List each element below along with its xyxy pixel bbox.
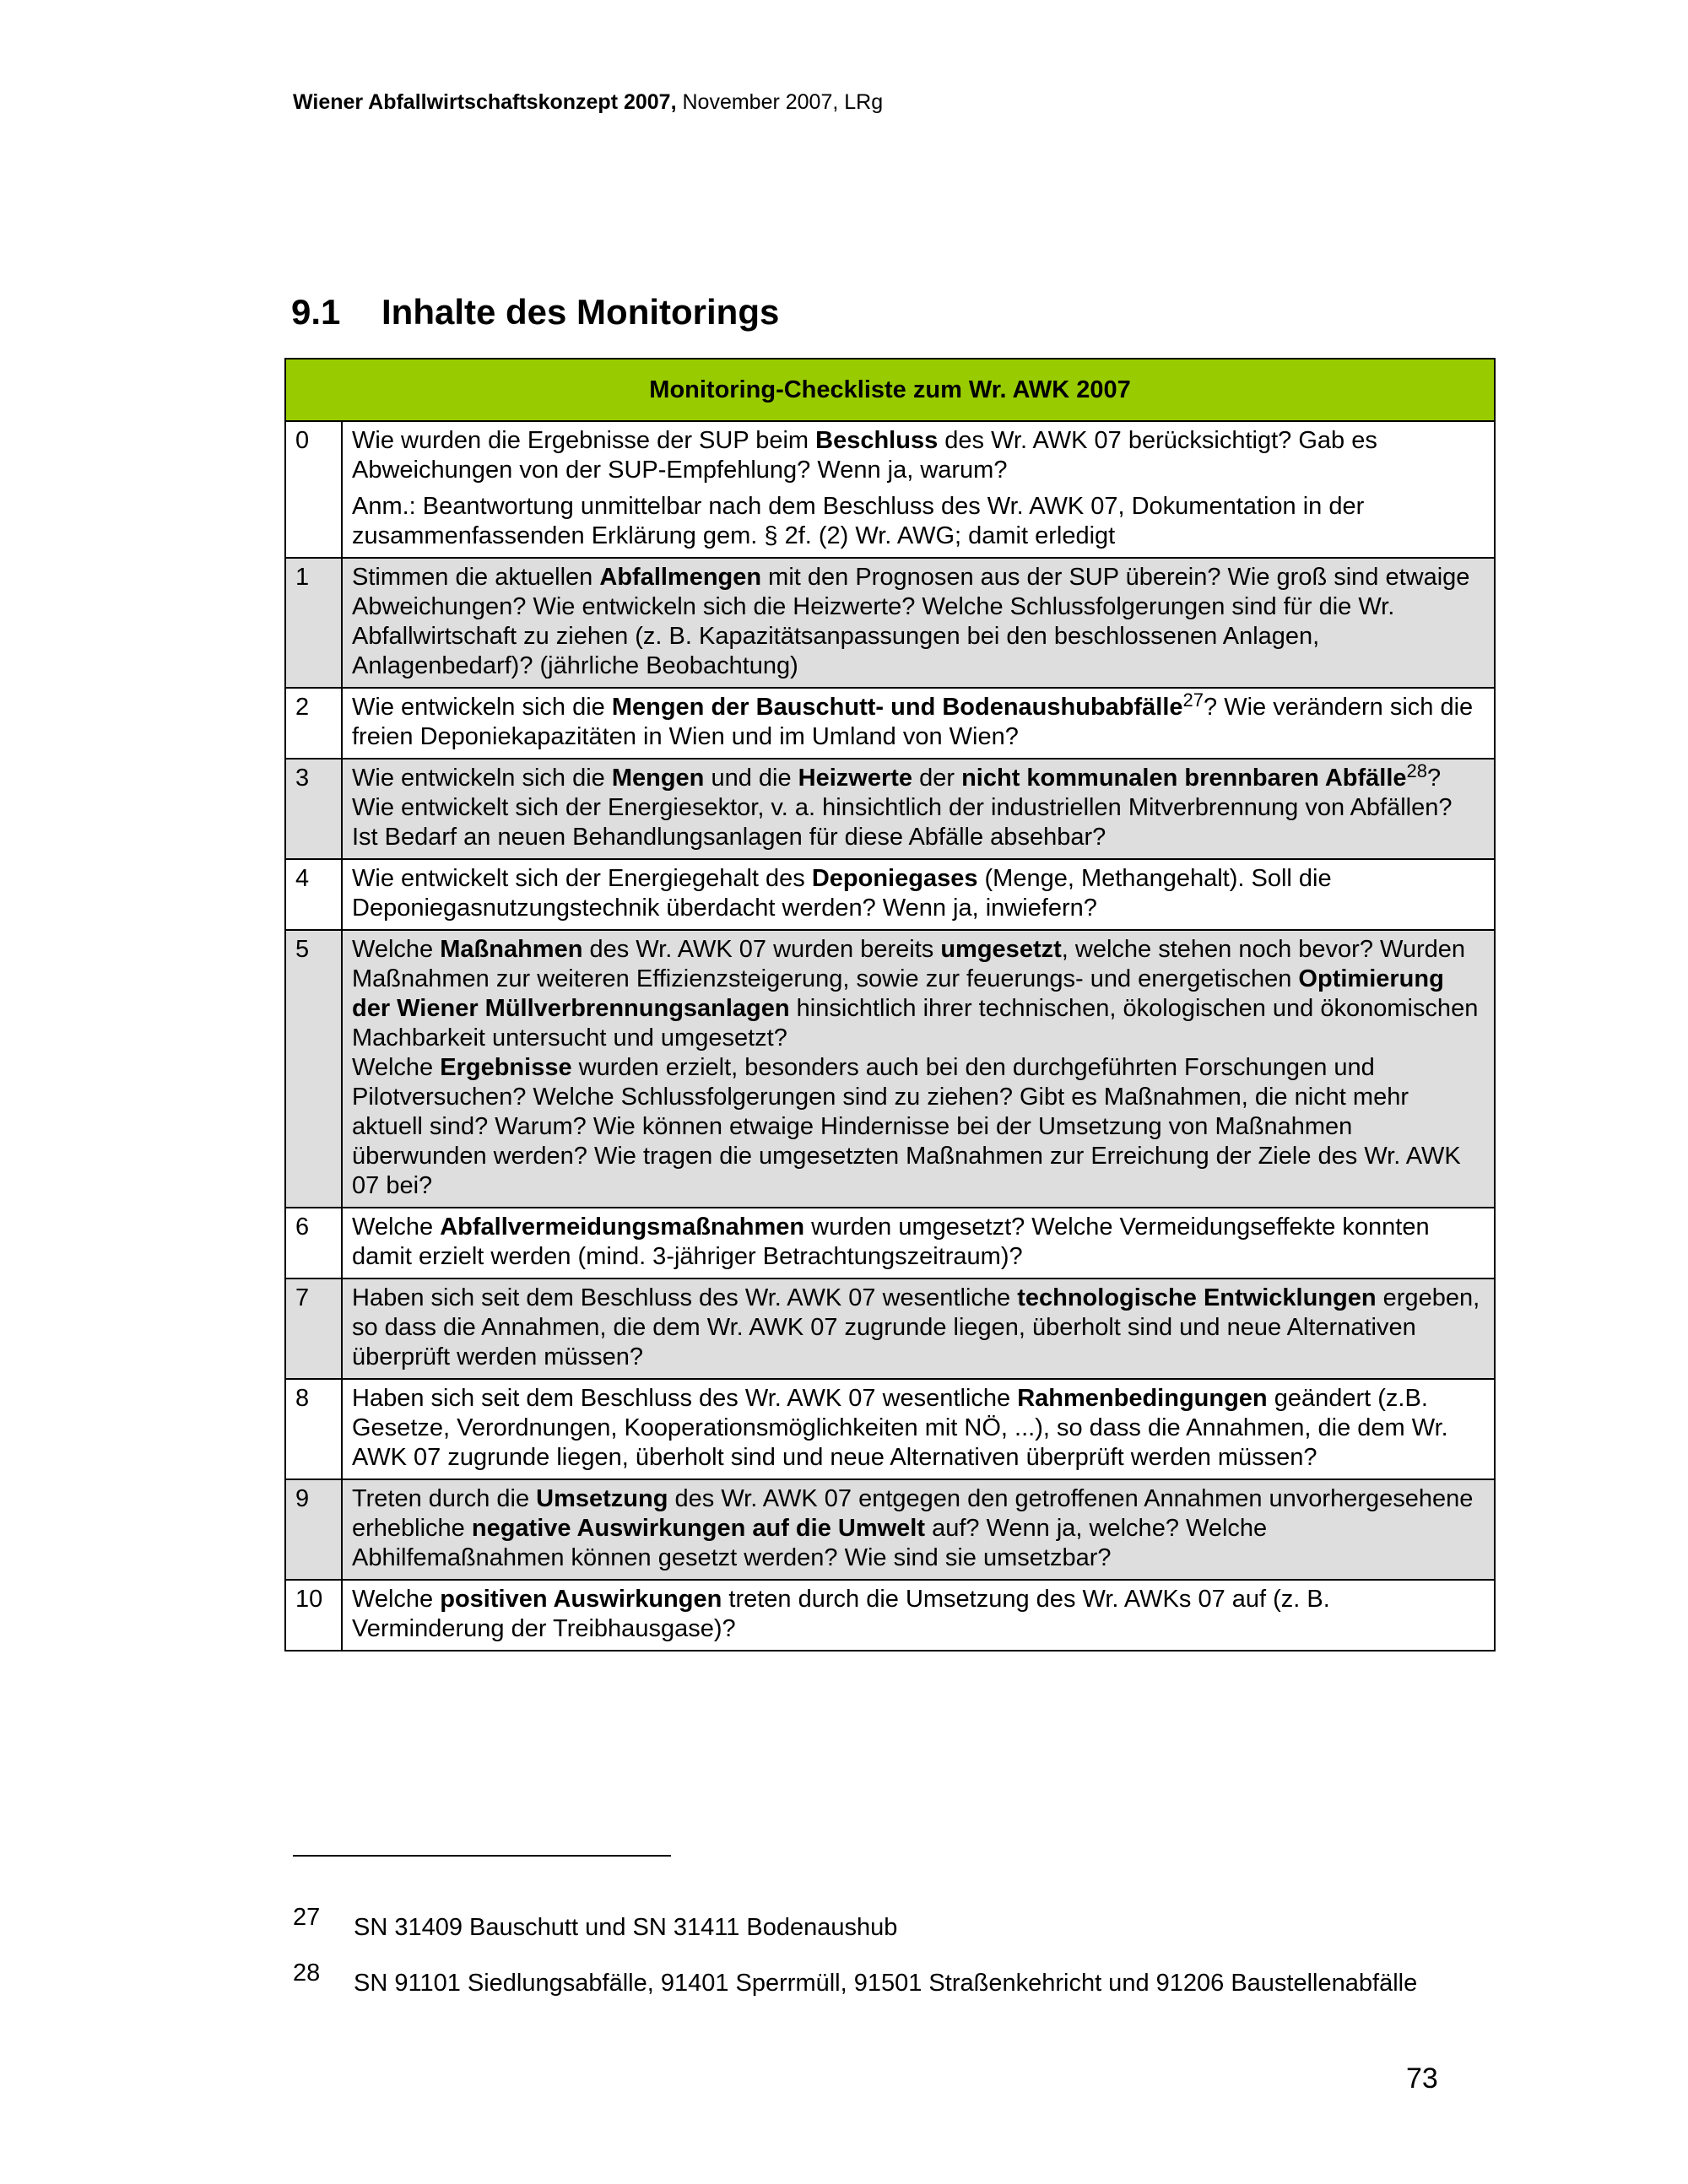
row-question xyxy=(342,1208,1495,1279)
text-run: ? Wie verändern sich die freien Deponiekapazitäten in Wien und im Umland von Wien? xyxy=(352,694,1474,750)
question-paragraph xyxy=(352,1284,1484,1372)
question-paragraph xyxy=(352,426,1484,485)
bold-term: Deponiegases xyxy=(811,865,978,892)
text-run: Treten durch die xyxy=(352,1485,537,1512)
table-row xyxy=(285,1379,1495,1479)
question-paragraph xyxy=(352,760,1484,852)
text-run: und die xyxy=(704,765,798,792)
section-title: Inhalte des Monitorings xyxy=(381,292,780,332)
text-run: Stimmen die aktuellen xyxy=(352,564,600,591)
row-question xyxy=(342,759,1495,859)
row-number: 8 xyxy=(285,1379,342,1479)
bold-term: Ergebnisse xyxy=(440,1054,572,1081)
text-run: Haben sich seit dem Beschluss des Wr. AWK 07 wesentliche xyxy=(352,1284,1018,1311)
row-question xyxy=(342,1479,1495,1580)
row-number: 10 xyxy=(285,1580,342,1651)
row-number: 2 xyxy=(285,688,342,759)
monitoring-checklist-table xyxy=(284,358,1496,1652)
header-title: Wiener Abfallwirtschaftskonzept 2007, xyxy=(293,90,677,114)
text-run: wurden erzielt, besonders auch bei den durchgeführten Forschungen und Pilotversuchen? Welche Schlussfolgerungen sind zu ziehen? Gibt es Maßnahmen, die nicht mehr aktuell sind? Warum? Wie können etwaige Hindernisse bei der Umsetzung von Maßnahmen überwunden werden? Wie tragen die umgesetzten Maßnahmen zur Erreichung der Ziele des Wr. AWK 07 bei? xyxy=(352,1054,1461,1199)
text-run: des Wr. AWK 07 wurden bereits xyxy=(582,936,941,963)
text-run: mit den Prognosen aus der SUP überein? Wie groß sind etwaige Abweichungen? Wie entwickeln sich die Heizwerte? Welche Schlussfolgerungen sind für die Wr. Abfallwirtschaft zu ziehen (z. B. Kapazitätsanpassungen bei den beschlossenen Anlagen, Anlagenbedarf)? (jährliche Beobachtung) xyxy=(352,564,1470,679)
table-row xyxy=(285,859,1495,930)
bold-term: Umsetzung xyxy=(536,1485,668,1512)
question-paragraph xyxy=(352,492,1484,551)
table-row xyxy=(285,930,1495,1208)
row-question xyxy=(342,1279,1495,1379)
bold-term: Mengen xyxy=(611,765,705,792)
table-row xyxy=(285,421,1495,558)
question-paragraph xyxy=(352,1213,1484,1272)
text-run: wurden umgesetzt? Welche Vermeidungseffekte konnten damit erzielt werden (mind. 3-jähriger Betrachtungszeitraum)? xyxy=(352,1214,1430,1270)
question-paragraph xyxy=(352,1484,1484,1573)
bold-term: nicht kommunalen brennbaren Abfälle xyxy=(961,765,1407,792)
footnote-text: SN 91101 Siedlungsabfälle, 91401 Sperrmüll, 91501 Straßenkehricht und 91206 Baustellenabfälle xyxy=(354,1970,1418,1997)
row-number: 3 xyxy=(285,759,342,859)
bold-term: Maßnahmen xyxy=(440,936,583,963)
row-question xyxy=(342,1379,1495,1479)
bold-term: Mengen der Bauschutt- und Bodenaushubabfälle xyxy=(611,694,1183,721)
table-row xyxy=(285,1479,1495,1580)
footnote-mark: 27 xyxy=(293,1904,321,1931)
footnote-reference: 27 xyxy=(1182,689,1204,711)
text-run: Welche xyxy=(352,1214,441,1241)
row-question xyxy=(342,859,1495,930)
page-number: 73 xyxy=(1406,2062,1438,2095)
text-run: Welche xyxy=(352,1054,441,1081)
row-number: 9 xyxy=(285,1479,342,1580)
text-run: Wie wurden die Ergebnisse der SUP beim xyxy=(352,427,816,454)
text-run: hinsichtlich ihrer technischen, ökologischen und ökonomischen Machbarkeit untersucht und umgesetzt? xyxy=(352,995,1479,1051)
text-run: Wie entwickeln sich die xyxy=(352,694,612,721)
text-run: Welche xyxy=(352,1586,441,1613)
table-body xyxy=(285,421,1495,1651)
table-title: Monitoring-Checkliste zum Wr. AWK 2007 xyxy=(285,359,1495,421)
text-run: der xyxy=(912,765,962,792)
row-question xyxy=(342,558,1495,688)
text-run: Wie entwickeln sich die xyxy=(352,765,612,792)
row-number: 4 xyxy=(285,859,342,930)
text-run: ? Wie entwickelt sich der Energiesektor, v. a. hinsichtlich der industriellen Mitverbrennung von Abfällen? Ist Bedarf an neuen Behandlungsanlagen für diese Abfälle absehbar? xyxy=(352,765,1453,851)
text-run: Welche xyxy=(352,936,441,963)
section-heading xyxy=(291,292,779,332)
footnote-28 xyxy=(293,1960,1431,1998)
bold-term: umgesetzt xyxy=(940,936,1062,963)
header-subtitle: November 2007, LRg xyxy=(682,90,884,114)
bold-term: Beschluss xyxy=(815,427,939,454)
row-number: 5 xyxy=(285,930,342,1208)
row-question xyxy=(342,688,1495,759)
table-row xyxy=(285,558,1495,688)
row-number: 6 xyxy=(285,1208,342,1279)
footnote-reference: 28 xyxy=(1406,760,1428,781)
table-row xyxy=(285,1208,1495,1279)
text-run: Haben sich seit dem Beschluss des Wr. AWK 07 wesentliche xyxy=(352,1385,1018,1412)
text-run: , welche stehen noch bevor? Wurden Maßnahmen zur weiteren Effizienzsteigerung, sowie zur feuerungs- und energetischen xyxy=(352,936,1466,992)
text-run: geändert (z.B. Gesetze, Verordnungen, Kooperationsmöglichkeiten mit NÖ, ...), so dass die Annahmen, die dem Wr. AWK 07 zugrunde liegen, überholt sind und neue Alternativen überprüft werden müssen? xyxy=(352,1385,1448,1471)
row-number: 7 xyxy=(285,1279,342,1379)
row-question xyxy=(342,930,1495,1208)
row-question xyxy=(342,421,1495,558)
text-run: Anm.: Beantwortung unmittelbar nach dem Beschluss des Wr. AWK 07, Dokumentation in der zusammenfassenden Erklärung gem. § 2f. (2) Wr. AWG; damit erledigt xyxy=(352,493,1365,549)
section-number: 9.1 xyxy=(291,292,341,332)
question-paragraph xyxy=(352,689,1484,752)
text-run: des Wr. AWK 07 entgegen den getroffenen Annahmen unvorhergesehene erhebliche xyxy=(352,1485,1474,1542)
bold-term: negative Auswirkungen auf die Umwelt xyxy=(471,1515,926,1542)
footnote-text: SN 31409 Bauschutt und SN 31411 Bodenaushub xyxy=(354,1914,898,1941)
text-run: auf? Wenn ja, welche? Welche Abhilfemaßnahmen können gesetzt werden? Wie sind sie umsetzbar? xyxy=(352,1515,1268,1571)
question-paragraph xyxy=(352,864,1484,923)
footnote-separator xyxy=(293,1855,671,1857)
question-paragraph xyxy=(352,935,1484,1201)
row-question xyxy=(342,1580,1495,1651)
bold-term: Optimierung der Wiener Müllverbrennungsanlagen xyxy=(352,965,1444,1022)
footnote-mark: 28 xyxy=(293,1960,321,1987)
text-run: (Menge, Methangehalt). Soll die Deponiegasnutzungstechnik überdacht werden? Wenn ja, inwiefern? xyxy=(352,865,1332,922)
table-row xyxy=(285,759,1495,859)
text-run: ergeben, so dass die Annahmen, die dem Wr. AWK 07 zugrunde liegen, überholt sind und neue Alternativen überprüft werden müssen? xyxy=(352,1284,1480,1370)
row-number: 0 xyxy=(285,421,342,558)
bold-term: Abfallmengen xyxy=(599,564,762,591)
text-run: Wie entwickelt sich der Energiegehalt des xyxy=(352,865,812,892)
bold-term: Heizwerte xyxy=(798,765,913,792)
table-row xyxy=(285,688,1495,759)
row-number: 1 xyxy=(285,558,342,688)
text-run: des Wr. AWK 07 berücksichtigt? Gab es Abweichungen von der SUP-Empfehlung? Wenn ja, warum? xyxy=(352,427,1377,484)
bold-term: positiven Auswirkungen xyxy=(440,1586,722,1613)
table-header-row xyxy=(285,359,1495,421)
table-row xyxy=(285,1580,1495,1651)
question-paragraph xyxy=(352,1585,1484,1644)
question-paragraph xyxy=(352,563,1484,681)
bold-term: Abfallvermeidungsmaßnahmen xyxy=(440,1214,805,1241)
footnote-27 xyxy=(293,1904,1431,1943)
text-run: treten durch die Umsetzung des Wr. AWKs 07 auf (z. B. Verminderung der Treibhausgase)? xyxy=(352,1586,1330,1642)
running-header xyxy=(293,90,883,115)
bold-term: Rahmenbedingungen xyxy=(1017,1385,1268,1412)
question-paragraph xyxy=(352,1384,1484,1473)
table-row xyxy=(285,1279,1495,1379)
bold-term: technologische Entwicklungen xyxy=(1017,1284,1377,1311)
